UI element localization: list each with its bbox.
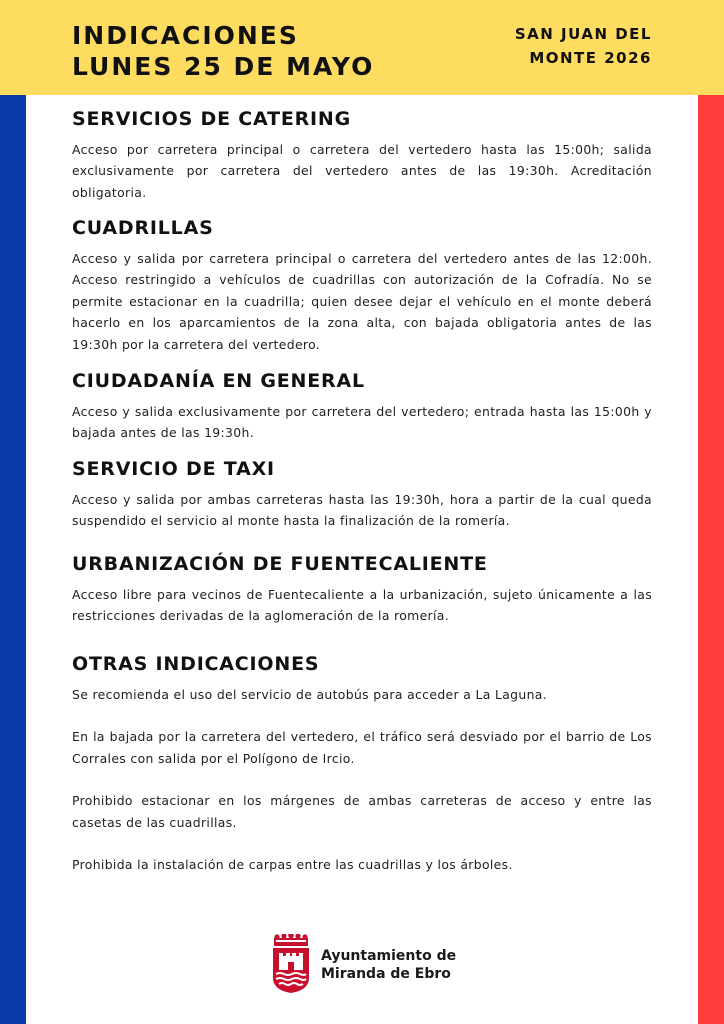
section-heading: URBANIZACIÓN DE FUENTECALIENTE xyxy=(72,553,488,575)
event-name xyxy=(515,22,652,70)
left-blue-stripe xyxy=(0,0,26,1024)
event-line-1: SAN JUAN DEL xyxy=(514,25,652,43)
section-taxi xyxy=(72,457,652,532)
section-cuadrillas xyxy=(72,216,652,355)
section-heading: CIUDADANÍA EN GENERAL xyxy=(72,370,365,392)
section-text: Acceso libre para vecinos de Fuentecaliente a la urbanización, sujeto únicamente a las restricciones derivadas de la aglomeración de la romería. xyxy=(72,587,652,624)
section-text: Acceso y salida exclusivamente por carretera del vertedero; entrada hasta las 15:00h y bajada antes de las 19:30h. xyxy=(72,404,652,441)
section-text: Acceso y salida por ambas carreteras hasta las 19:30h, hora a partir de la cual queda suspendido el servicio al monte hasta la finalización de la romería. xyxy=(72,492,652,529)
section-heading: SERVICIO DE TAXI xyxy=(72,458,275,480)
right-red-stripe xyxy=(698,0,724,1024)
section-text: Prohibida la instalación de carpas entre las cuadrillas y los árboles. xyxy=(72,857,513,873)
title-line-2: LUNES 25 DE MAYO xyxy=(72,52,375,81)
section-heading: CUADRILLAS xyxy=(72,217,214,239)
section-text: Acceso y salida por carretera principal o carretera del vertedero antes de las 12:00h. Acceso restringido a vehículos de cuadrillas con autorización de la Cofradía. No se permite estacionar en la cuadrilla; quien desee dejar el vehículo en el monte deberá hacerlo en los aparcamientos de la zona alta, con bajada obligatoria antes de las 19:30h por la carretera del vertedero. xyxy=(72,251,652,352)
event-line-2: MONTE 2026 xyxy=(529,49,652,67)
section-text: Se recomienda el uso del servicio de autobús para acceder a La Laguna. xyxy=(72,687,548,702)
section-heading: SERVICIOS DE CATERING xyxy=(72,108,352,130)
title-line-1: INDICACIONES xyxy=(72,21,299,50)
logo-text xyxy=(321,947,456,983)
section-catering xyxy=(72,107,652,203)
logo-line-2: Miranda de Ebro xyxy=(321,966,451,982)
section-text: En la bajada por la carretera del vertedero, el tráfico será desviado por el barrio de Los Corrales con salida por el Polígono de Ircio. xyxy=(72,729,652,766)
section-ciudadania xyxy=(72,369,652,444)
header-banner xyxy=(0,0,724,95)
logo-line-1: Ayuntamiento de xyxy=(321,948,457,964)
page-title xyxy=(72,20,374,82)
section-otras xyxy=(72,652,652,875)
section-heading: OTRAS INDICACIONES xyxy=(72,653,320,675)
section-text: Acceso por carretera principal o carretera del vertedero hasta las 15:00h; salida exclusivamente por carretera del vertedero antes de las 19:30h. Acreditación obligatoria. xyxy=(72,142,652,200)
coat-of-arms-icon xyxy=(270,934,312,994)
section-fuentecaliente xyxy=(72,552,652,627)
city-council-logo xyxy=(270,934,470,996)
section-text: Prohibido estacionar en los márgenes de ambas carreteras de acceso y entre las casetas de las cuadrillas. xyxy=(72,793,652,830)
